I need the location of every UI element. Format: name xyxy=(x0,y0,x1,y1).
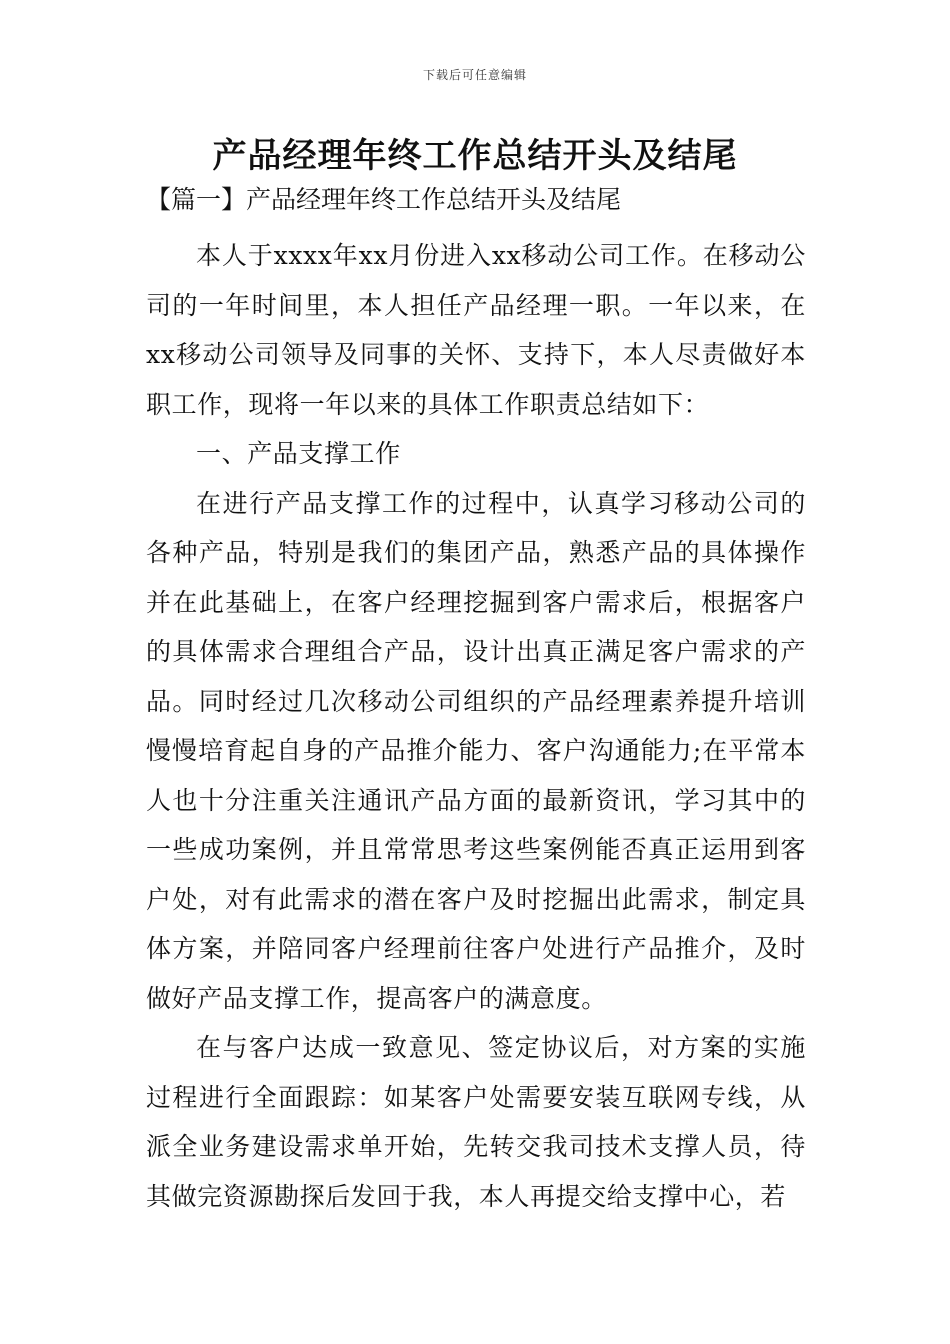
section-label: 【篇一】产品经理年终工作总结开头及结尾 xyxy=(146,185,622,214)
header-note: 下载后可任意编辑 xyxy=(422,68,527,82)
paragraph-implementation-tracking: 在与客户达成一致意见、签定协议后，对方案的实施过程进行全面跟踪：如某客户处需要安装互联网专线，从派全业务建设需求单开始，先转交我司技术支撑人员，待其做完资源勘探后发回于我，本人再提交给支撑中心，若 xyxy=(146,1033,806,1211)
document-title: 产品经理年终工作总结开头及结尾 xyxy=(212,136,738,176)
document-body xyxy=(146,182,806,1221)
paragraph-intro: 本人于xxxx年xx月份进入xx移动公司工作。在移动公司的一年时间里，本人担任产品经理一职。一年以来，在xx移动公司领导及同事的关怀、支持下，本人尽责做好本职工作，现将一年以来的具体工作职责总结如下： xyxy=(146,241,806,419)
paragraph-heading-product-support: 一、产品支撑工作 xyxy=(196,439,401,468)
paragraph-product-support: 在进行产品支撑工作的过程中，认真学习移动公司的各种产品，特别是我们的集团产品，熟悉产品的具体操作并在此基础上，在客户经理挖掘到客户需求后，根据客户的具体需求合理组合产品，设计出真正满足客户需求的产品。同时经过几次移动公司组织的产品经理素养提升培训慢慢培育起自身的产品推介能力、客户沟通能力;在平常本人也十分注重关注通讯产品方面的最新资讯，学习其中的一些成功案例，并且常常思考这些案例能否真正运用到客户处，对有此需求的潜在客户及时挖掘出此需求，制定具体方案，并陪同客户经理前往客户处进行产品推介，及时做好产品支撑工作，提高客户的满意度。 xyxy=(146,488,806,1013)
